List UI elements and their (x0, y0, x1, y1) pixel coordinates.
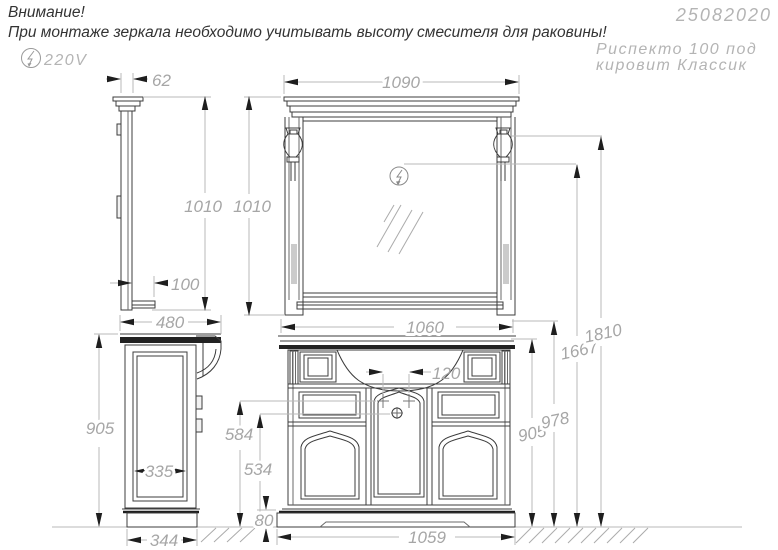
dim-countertop-width-group (281, 318, 513, 337)
dim-shelf-depth: 100 (171, 275, 200, 294)
ground-hatch-right (516, 528, 648, 543)
mirror-rail-right (503, 244, 509, 284)
dim-cabinet-height-side: 905 (85, 419, 115, 438)
warning-line2: При монтаже зеркала необходимо учитывать высоту смесителя для раковины! (8, 24, 607, 41)
dim-mirror-height-front-group (233, 97, 285, 315)
door-center (374, 388, 424, 497)
product-title-line2: кировит Классик (596, 57, 748, 74)
vanity-front-view (277, 336, 516, 527)
dim-side-panel-width: 335 (144, 462, 174, 481)
pilaster-right (502, 351, 510, 384)
dim-side-panel-width-group (135, 462, 185, 481)
power-note (22, 49, 88, 70)
dim-plinth-height: 80 (254, 511, 274, 530)
door-left (301, 431, 359, 499)
mirror-side-view (113, 97, 155, 310)
dim-sconce-height: 1810 (582, 320, 624, 347)
dim-base-width: 1059 (408, 528, 446, 547)
dim-outlet-height: 1667 (558, 337, 600, 364)
product-title-line1: Риспекто 100 под (596, 41, 758, 58)
ground-hatch-left (201, 528, 255, 542)
lightning-arrow-tip (28, 63, 32, 67)
faucet-hole-marks (377, 394, 415, 408)
wall-bracket-bottom (117, 196, 121, 218)
dim-plinth-height-group (255, 497, 276, 541)
dim-mirror-height-side: 1010 (184, 197, 222, 216)
doc-number: 25082020 (675, 5, 772, 25)
warning-line1: Внимание! (8, 4, 85, 21)
drain-mark (391, 407, 403, 419)
dim-faucet-height: 584 (224, 425, 254, 444)
drawer-right (438, 392, 499, 418)
dim-side-base-width-group (127, 529, 197, 550)
plinth-front (277, 513, 515, 527)
warning-note (8, 4, 607, 41)
dim-faucet-spacing: 120 (432, 364, 461, 383)
dim-cabinet-height-front: 905 (516, 421, 548, 446)
dim-countertop-width: 1060 (406, 318, 444, 337)
dim-mirror-depth: 62 (152, 71, 171, 90)
dim-sconce-height-group (512, 136, 624, 526)
lightning-icon (28, 51, 34, 65)
voltage-label: 220V (44, 52, 88, 69)
dim-countertop-height: 978 (539, 408, 571, 433)
dim-mirror-height-front: 1010 (233, 197, 271, 216)
lightning-circle-icon (22, 49, 41, 68)
dim-mirror-depth-group (106, 71, 171, 93)
power-outlet-symbol (390, 167, 408, 186)
mirror-rail-left (291, 244, 297, 284)
dim-mirror-width-group (284, 73, 519, 94)
hinge-bottom (196, 419, 202, 432)
dim-shelf-depth-group (110, 275, 200, 297)
lightning-icon (397, 170, 402, 183)
mirror-shelf (297, 302, 503, 309)
countertop-side (120, 337, 221, 343)
glass-reflection-hatch (377, 205, 423, 254)
dim-side-base-width: 344 (149, 531, 179, 550)
dim-mirror-width: 1090 (382, 73, 420, 92)
dim-cabinet-height-side-group (86, 334, 118, 526)
plinth-side (127, 513, 197, 527)
hinge-top (196, 396, 202, 409)
top-panel-right (464, 352, 500, 382)
countertop-front (279, 345, 515, 349)
dim-base-width-group (277, 528, 515, 547)
door-right (439, 431, 497, 499)
dim-cabinet-depth-group (120, 313, 221, 334)
dim-faucet-spacing-group (366, 364, 461, 383)
side-shelf (132, 301, 155, 308)
top-panel-left (300, 352, 336, 382)
vanity-side-view (120, 334, 221, 527)
dim-drain-height: 534 (243, 460, 273, 479)
mirror-front-view (284, 97, 519, 315)
dim-cabinet-depth: 480 (155, 313, 185, 332)
pilaster-left (290, 351, 298, 384)
title-block (596, 5, 772, 74)
wall-bracket-top (117, 124, 121, 135)
